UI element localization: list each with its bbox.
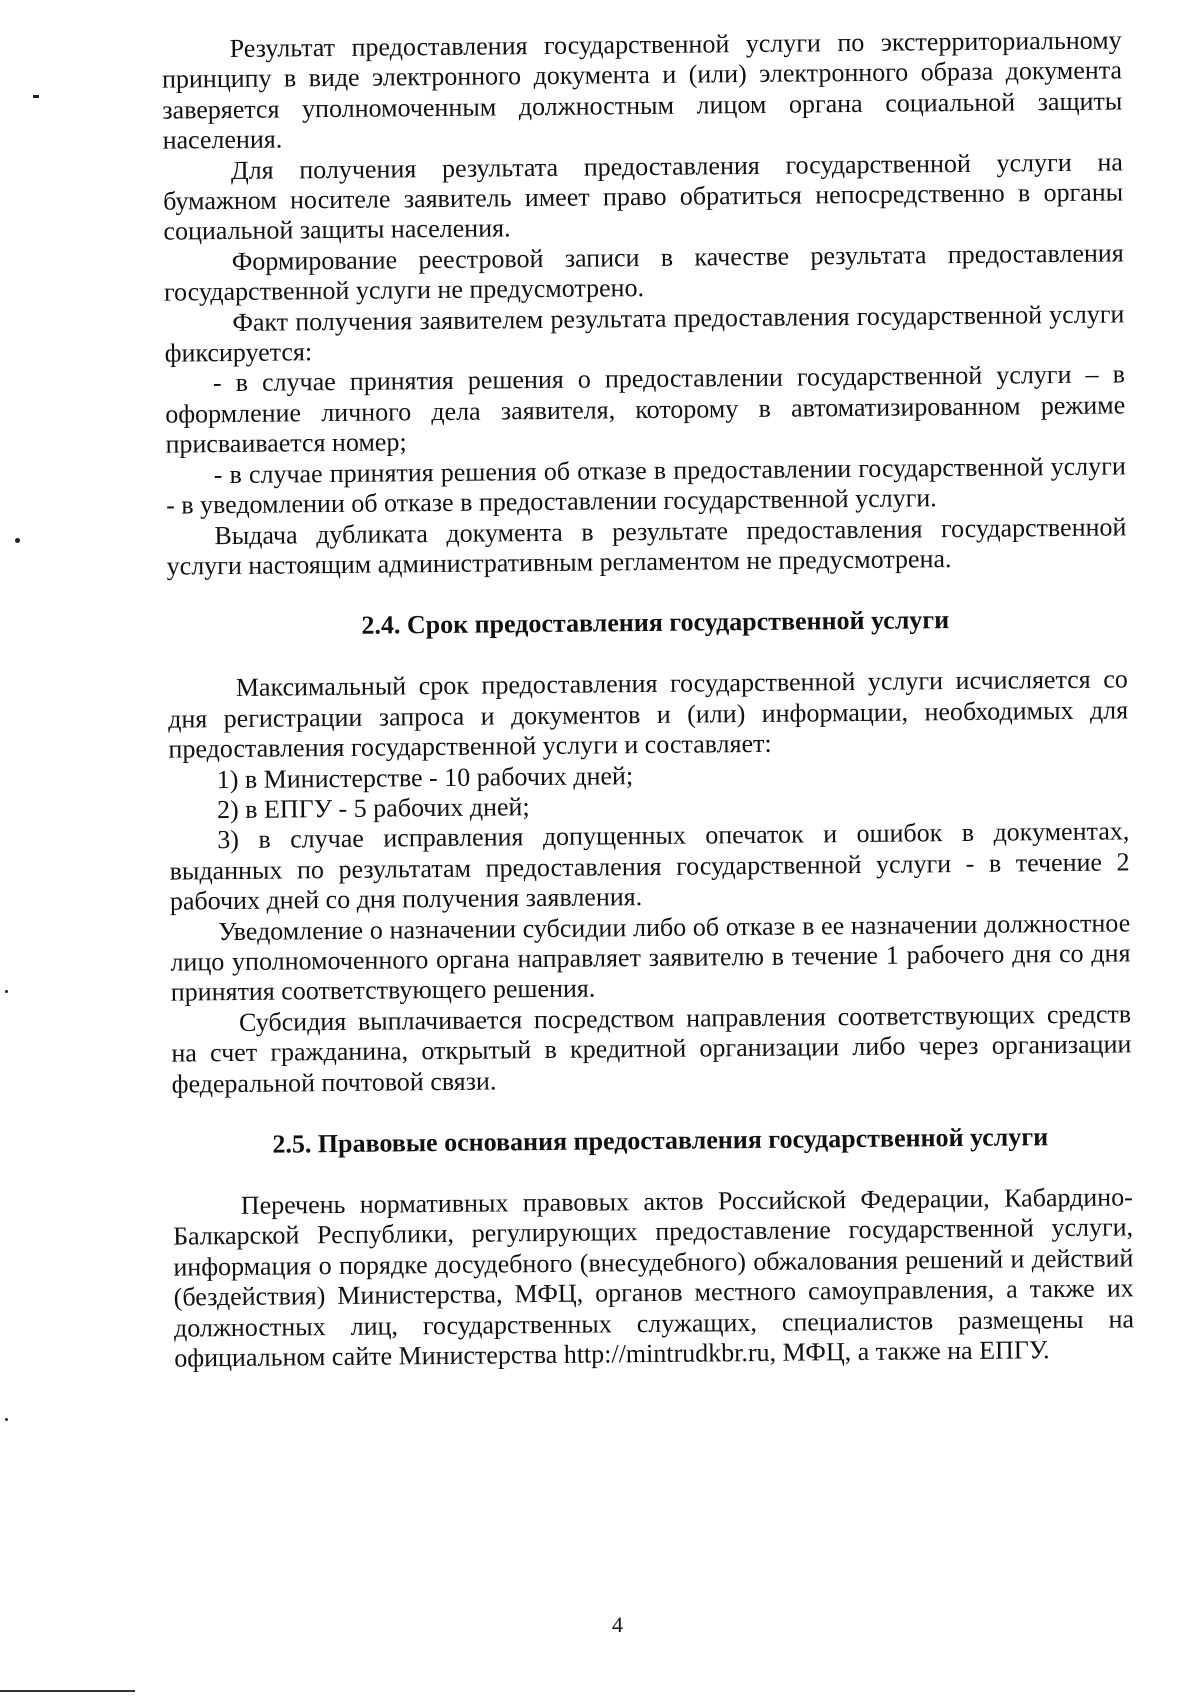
bottom-rule <box>0 1690 135 1692</box>
scan-mark <box>15 538 20 543</box>
list-item: 2) в ЕПГУ - 5 рабочих дней; <box>216 792 530 825</box>
list-item: - в случае принятия решения об отказе в предоставлении государственной услуги - в уведомлении об отказе в предоставлении государственной услуги. <box>165 451 1126 520</box>
scan-mark <box>5 1418 8 1421</box>
paragraph: Выдача дубликата документа в результате предоставления государственной услуги настоящим административным регламентом не предусмотрена. <box>166 511 1127 581</box>
list-item: 3) в случае исправления допущенных опечаток и ошибок в документах, выданных по результатам предоставления государственной услуги - в течение 2 рабочих дней со дня получения заявления. <box>169 816 1130 916</box>
section-heading: 2.4. Срок предоставления государственной услуги <box>361 605 950 641</box>
paragraph: Факт получения заявителем результата предоставления государственной услуги фиксируется: <box>164 299 1125 368</box>
paragraph: Уведомление о назначении субсидии либо об отказе в ее назначении должностное лицо уполномоченного органа направляет заявителю в течение 1 рабочего дня со дня принятия соответствующего решения. <box>170 907 1131 1007</box>
paragraph: Перечень нормативных правовых актов Российской Федерации, Кабардино-Балкарской Республики, регулирующих предоставление государственной услуги, информация о порядке досудебного (внесудебного) обжалования решений и действий (бездействия) Министерства, МФЦ, органов местного самоуправления, а также их должностных лиц, государственных служащих, специалистов размещены на официальном сайте Министерства http://mintrudkbr.ru, МФЦ, а также на ЕПГУ. <box>172 1182 1135 1373</box>
scan-mark <box>33 95 39 98</box>
paragraph: Максимальный срок предоставления государственной услуги исчисляется со дня регистрации запроса и документов и (или) информации, необходимых для предоставления государственной услуги и составляет: <box>168 664 1129 764</box>
list-item: 1) в Министерстве - 10 рабочих дней; <box>216 760 634 794</box>
scan-mark <box>5 990 8 993</box>
paragraph: Формирование реестровой записи в качестве результата предоставления государственной услуги не предусмотрено. <box>163 238 1124 307</box>
paragraph: Результат предоставления государственной услуги по экстерриториальному принципу в виде электронного документа и (или) электронного образа документа заверяется уполномоченным должностным лицом органа социальной защиты населения. <box>161 25 1123 155</box>
paragraph: Субсидия выплачивается посредством направления соответствующих средств на счет гражданина, открытый в кредитной организации либо через организации федеральной почтовой связи. <box>171 999 1132 1099</box>
document-body <box>162 25 1135 1374</box>
list-item: - в случае принятия решения о предоставлении государственной услуги – в оформление личного дела заявителя, которому в автоматизированном режиме присваивается номер; <box>165 359 1126 459</box>
page-number: 4 <box>612 1612 623 1637</box>
paragraph: Для получения результата предоставления государственной услуги на бумажном носителе заявитель имеет право обратиться непосредственно в органы социальной защиты населения. <box>163 147 1124 247</box>
section-heading: 2.5. Правовые основания предоставления государственной услуги <box>272 1122 1049 1159</box>
